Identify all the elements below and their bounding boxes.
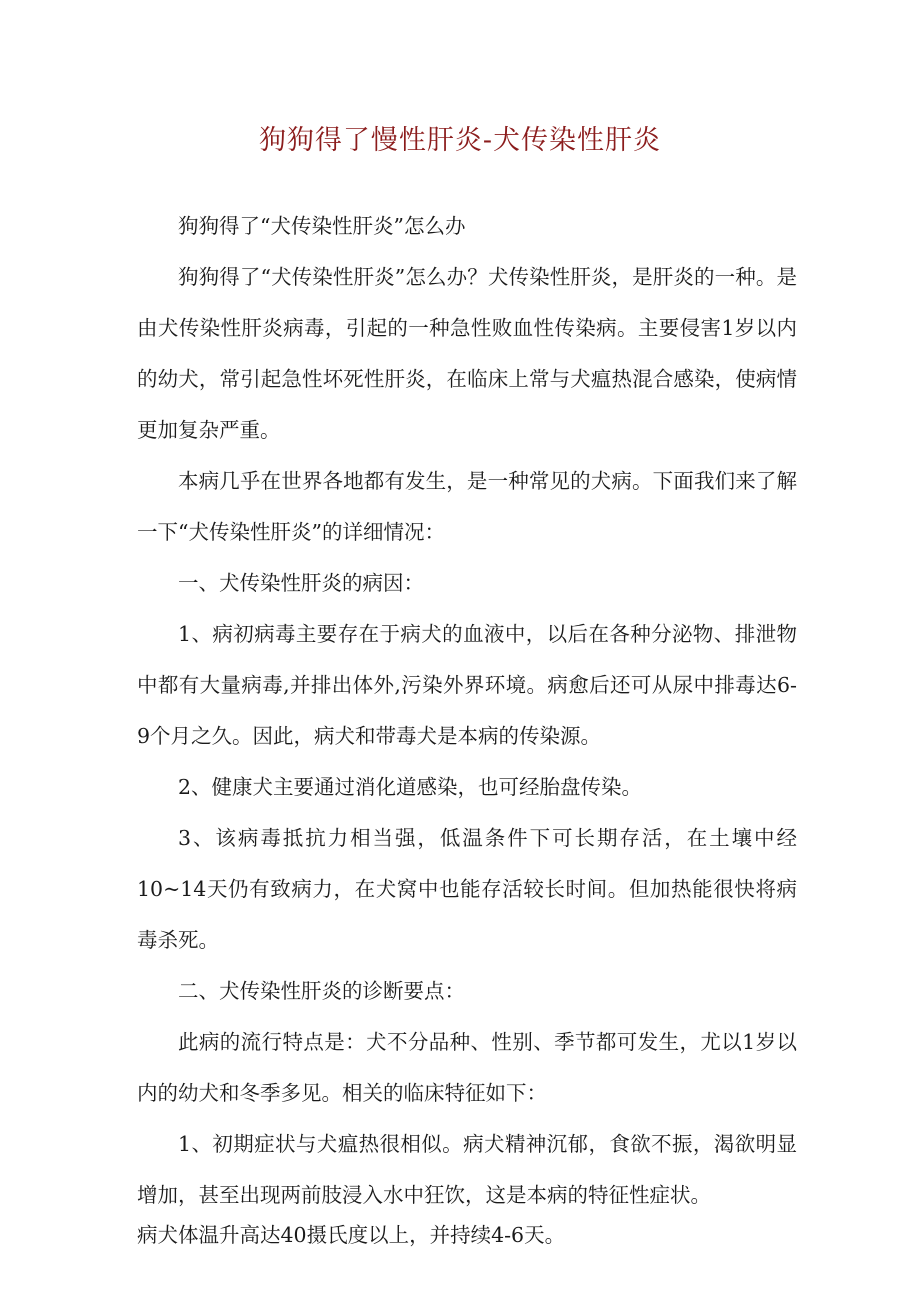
paragraph-temperature: 病犬体温升高达40摄氏度以上，并持续4-6天。	[137, 1223, 566, 1247]
paragraph-overview: 本病几乎在世界各地都有发生，是一种常见的犬病。下面我们来了解一下“犬传染性肝炎”的详细情况：	[137, 469, 797, 544]
paragraph-symptom-1: 1、初期症状与犬瘟热很相似。病犬精神沉郁，食欲不振，渴欲明显增加，甚至出现两前肢浸入水中狂饮，这是本病的特征性症状。	[137, 1132, 797, 1207]
paragraph-subtitle: 狗狗得了“犬传染性肝炎”怎么办	[178, 214, 466, 238]
paragraph-intro: 狗狗得了“犬传染性肝炎”怎么办？犬传染性肝炎，是肝炎的一种。是由犬传染性肝炎病毒，引起的一种急性败血性传染病。主要侵害1岁以内的幼犬，常引起急性坏死性肝炎，在临床上常与犬瘟热混合感染，使病情更加复杂严重。	[137, 265, 797, 442]
paragraph-epidemiology: 此病的流行特点是：犬不分品种、性别、季节都可发生，尤以1岁以内的幼犬和冬季多见。相关的临床特征如下：	[137, 1030, 797, 1105]
document-body	[137, 201, 797, 1249]
paragraph-cause-3: 3、该病毒抵抗力相当强，低温条件下可长期存活，在土壤中经10~14天仍有致病力，在犬窝中也能存活较长时间。但加热能很快将病毒杀死。	[137, 826, 797, 952]
paragraph-cause-2: 2、健康犬主要通过消化道感染，也可经胎盘传染。	[178, 775, 643, 799]
section-heading-diagnosis: 二、犬传染性肝炎的诊断要点：	[178, 979, 465, 1003]
paragraph-cause-1: 1、病初病毒主要存在于病犬的血液中，以后在各种分泌物、排泄物中都有大量病毒,并排出体外,污染外界环境。病愈后还可从尿中排毒达6-9个月之久。因此，病犬和带毒犬是本病的传染源。	[137, 622, 797, 748]
document-title: 狗狗得了慢性肝炎-犬传染性肝炎	[258, 125, 662, 156]
section-heading-causes: 一、犬传染性肝炎的病因：	[178, 571, 424, 595]
